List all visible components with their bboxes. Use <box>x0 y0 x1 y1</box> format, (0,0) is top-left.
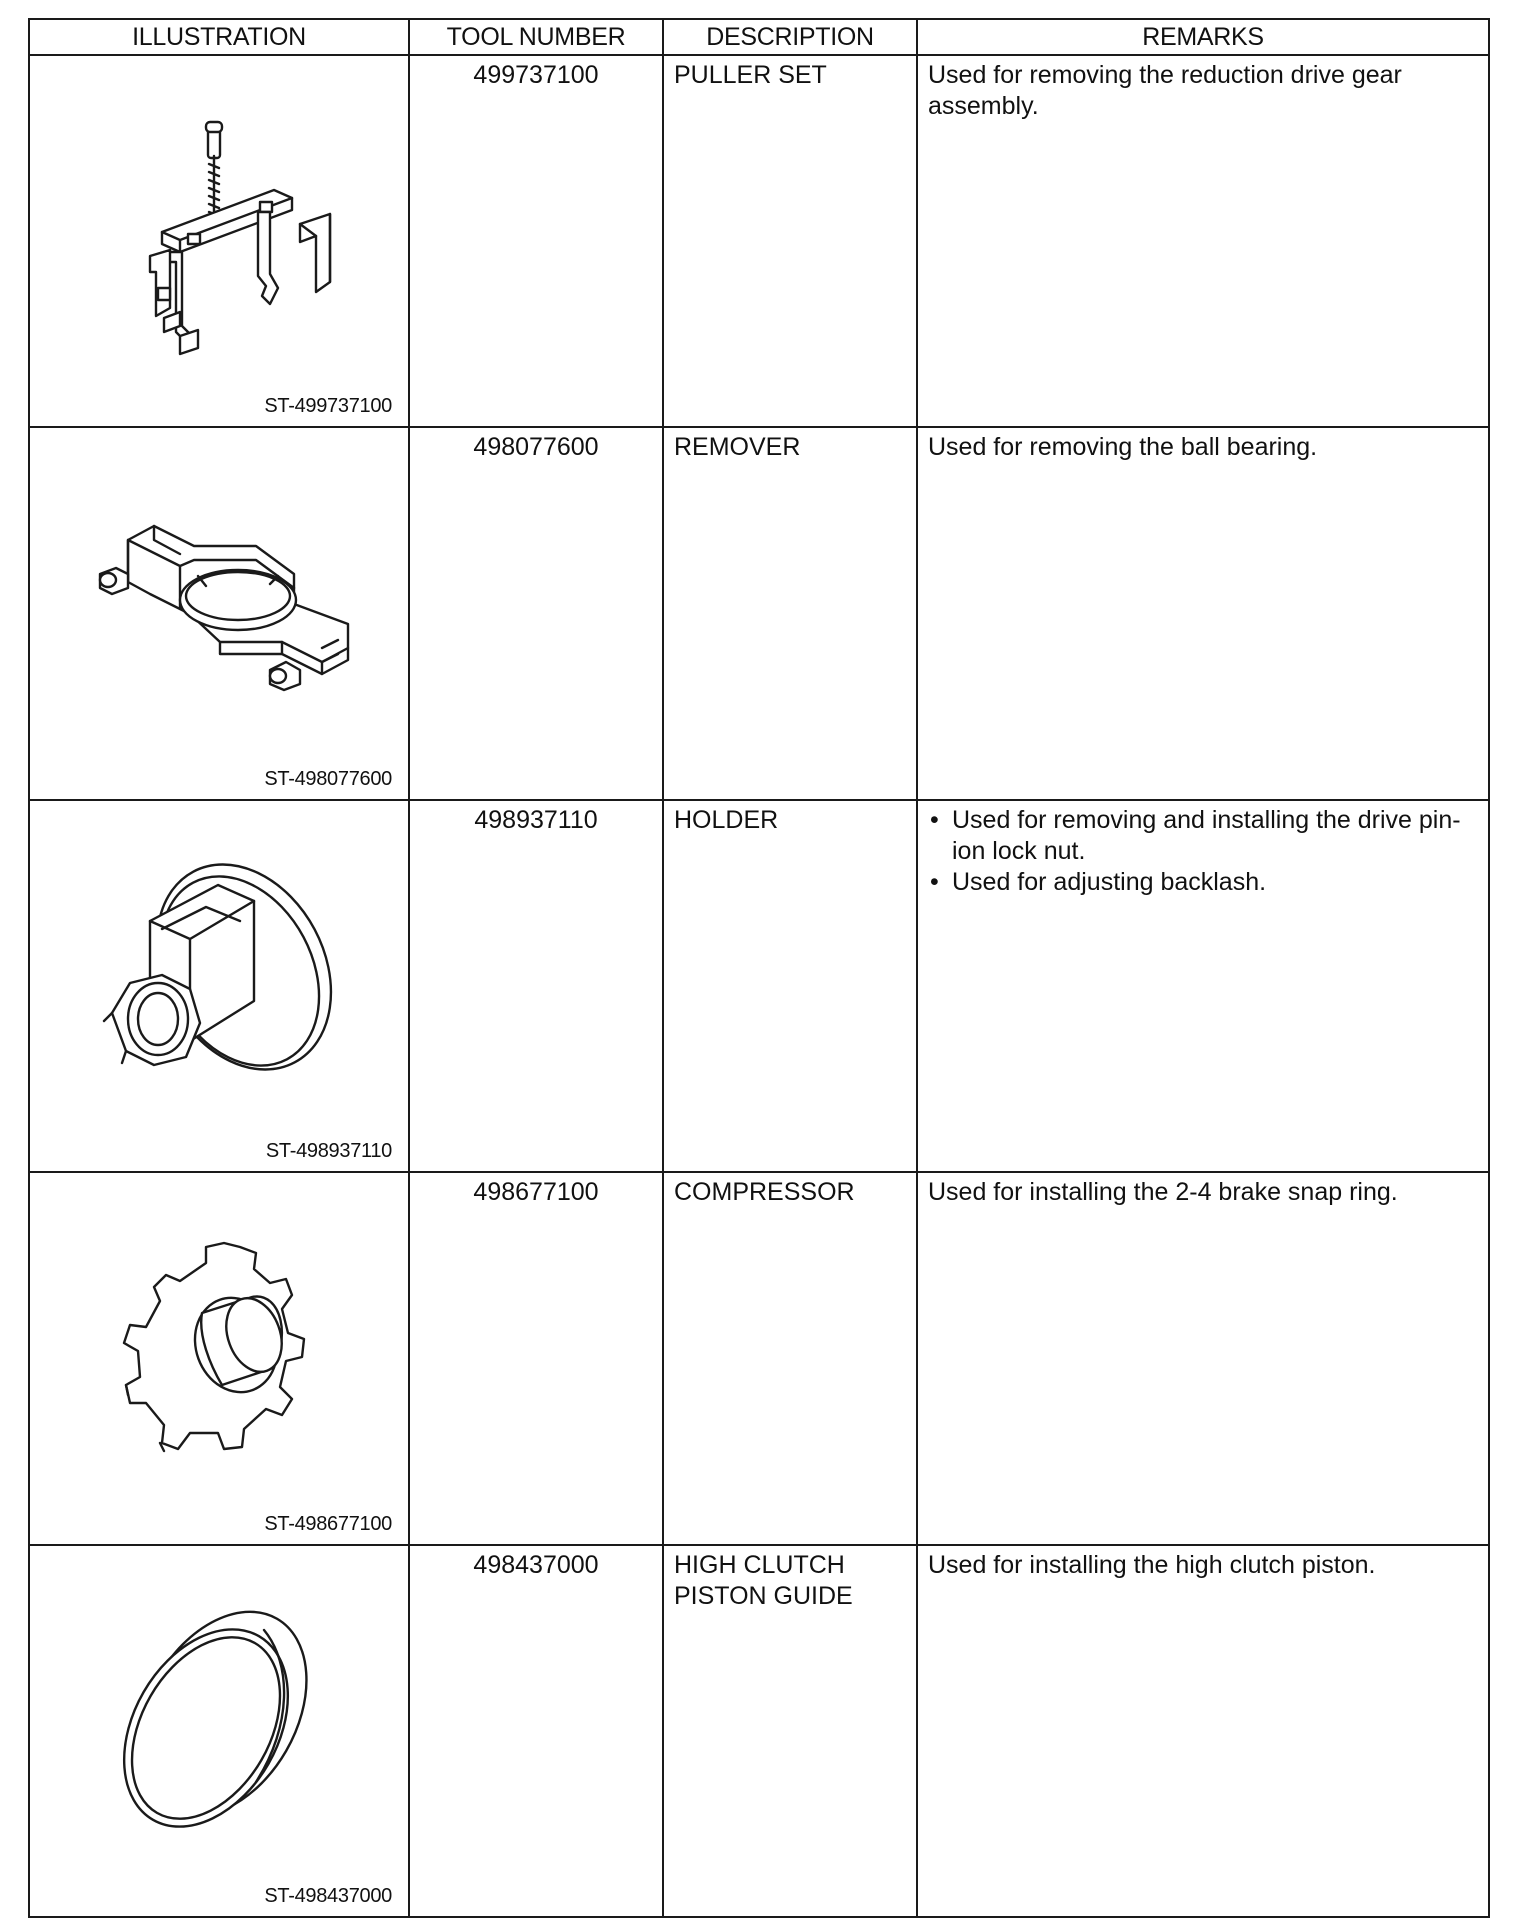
remover-drawing <box>30 428 410 800</box>
table-row <box>29 1545 1489 1917</box>
remarks-cell <box>917 427 1489 799</box>
remarks-cell <box>917 55 1489 427</box>
remark-text: Used for removing the ball bearing. <box>928 433 1318 462</box>
remark-text: Used for removing the reduction drive gear assembly. <box>928 61 1402 120</box>
illustration-cell <box>29 427 409 799</box>
table-row <box>29 800 1489 1172</box>
compressor-drawing <box>30 1173 410 1545</box>
illustration-cell <box>29 1545 409 1917</box>
header-description: DESCRIPTION <box>663 19 917 55</box>
description-cell: COMPRESSOR <box>663 1172 917 1544</box>
tool-number-cell: 498937110 <box>409 800 663 1172</box>
illustration-label: ST-498677100 <box>264 1512 392 1535</box>
remarks-bullet-list <box>928 805 1478 898</box>
special-tools-table <box>28 18 1490 1918</box>
description-cell: HIGH CLUTCH PISTON GUIDE <box>663 1545 917 1917</box>
piston-guide-drawing <box>30 1546 410 1918</box>
remarks-cell <box>917 1545 1489 1917</box>
description-cell: REMOVER <box>663 427 917 799</box>
illustration-label: ST-498937110 <box>265 1140 392 1163</box>
table-row <box>29 427 1489 799</box>
remark-bullet: • Used for adjusting backlash. <box>928 867 1478 898</box>
header-tool-number: TOOL NUMBER <box>409 19 663 55</box>
header-remarks: REMARKS <box>917 19 1489 55</box>
remark-bullet: • Used for removing and installing the drive pin-ion lock nut. <box>928 805 1478 867</box>
illustration-label: ST-499737100 <box>264 395 392 418</box>
tool-number-cell: 498677100 <box>409 1172 663 1544</box>
header-illustration: ILLUSTRATION <box>29 19 409 55</box>
illustration-cell <box>29 800 409 1172</box>
remark-text: Used for installing the high clutch piston. <box>928 1550 1376 1579</box>
description-cell: PULLER SET <box>663 55 917 427</box>
tool-number-cell: 498077600 <box>409 427 663 799</box>
illustration-cell <box>29 55 409 427</box>
illustration-label: ST-498077600 <box>264 767 392 790</box>
remark-text: Used for installing the 2-4 brake snap ring. <box>928 1178 1398 1207</box>
description-cell: HOLDER <box>663 800 917 1172</box>
tool-number-cell: 499737100 <box>409 55 663 427</box>
remarks-cell <box>917 1172 1489 1544</box>
table-row <box>29 1172 1489 1544</box>
holder-drawing <box>30 801 410 1173</box>
table-row <box>29 55 1489 427</box>
remarks-cell <box>917 800 1489 1172</box>
special-tools-sheet <box>28 18 1488 1918</box>
tool-number-cell: 498437000 <box>409 1545 663 1917</box>
puller-set-drawing <box>30 56 410 428</box>
illustration-cell <box>29 1172 409 1544</box>
illustration-label: ST-498437000 <box>264 1885 392 1907</box>
header-row <box>29 19 1489 55</box>
